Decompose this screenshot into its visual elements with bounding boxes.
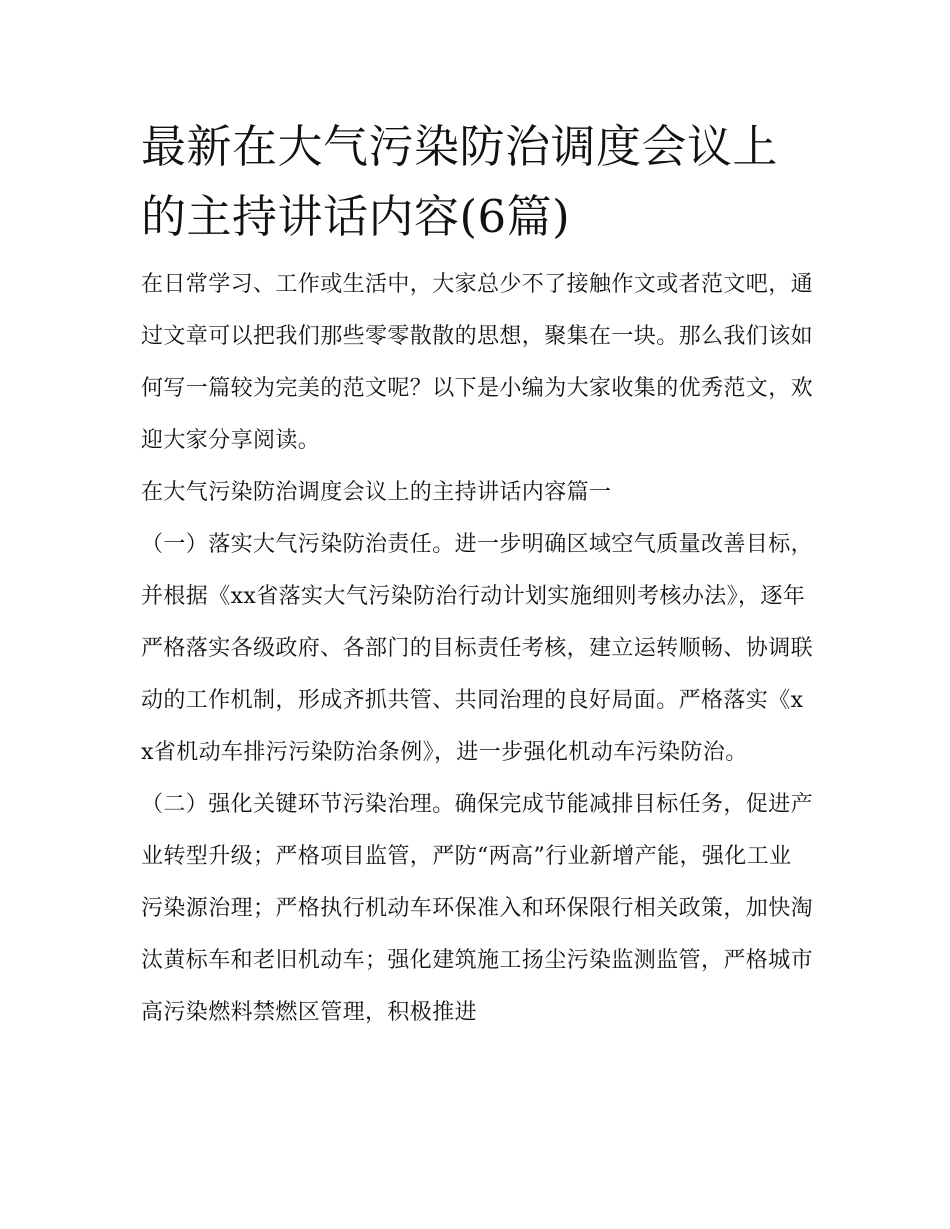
document-title: 最新在大气污染防治调度会议上的主持讲话内容(6篇) xyxy=(141,120,779,243)
section-heading: 在大气污染防治调度会议上的主持讲话内容篇一 xyxy=(141,480,612,505)
document-body xyxy=(141,112,813,1039)
intro-paragraph: 在日常学习、工作或生活中，大家总少不了接触作文或者范文吧，通过文章可以把我们那些零零散散的思想，聚集在一块。那么我们该如何写一篇较为完美的范文呢？以下是小编为大家收集的优秀范文，欢迎大家分享阅读。 xyxy=(141,272,814,453)
body-paragraph: （二）强化关键环节污染治理。确保完成节能减排目标任务，促进产业转型升级；严格项目监管，严防“两高”行业新增产能，强化工业污染源治理；严格执行机动车环保准入和环保限行相关政策，加快淘汰黄标车和老旧机动车；强化建筑施工扬尘污染监测监管，严格城市高污染燃料禁燃区管理，积极推进 xyxy=(141,792,814,1025)
body-paragraph: （一）落实大气污染防治责任。进一步明确区域空气质量改善目标，并根据《xx省落实大气污染防治行动计划实施细则考核办法》，逐年严格落实各级政府、各部门的目标责任考核，建立运转顺畅、协调联动的工作机制，形成齐抓共管、共同治理的良好局面。严格落实《xx省机动车排污污染防治条例》，进一步强化机动车污染防治。 xyxy=(141,532,814,765)
